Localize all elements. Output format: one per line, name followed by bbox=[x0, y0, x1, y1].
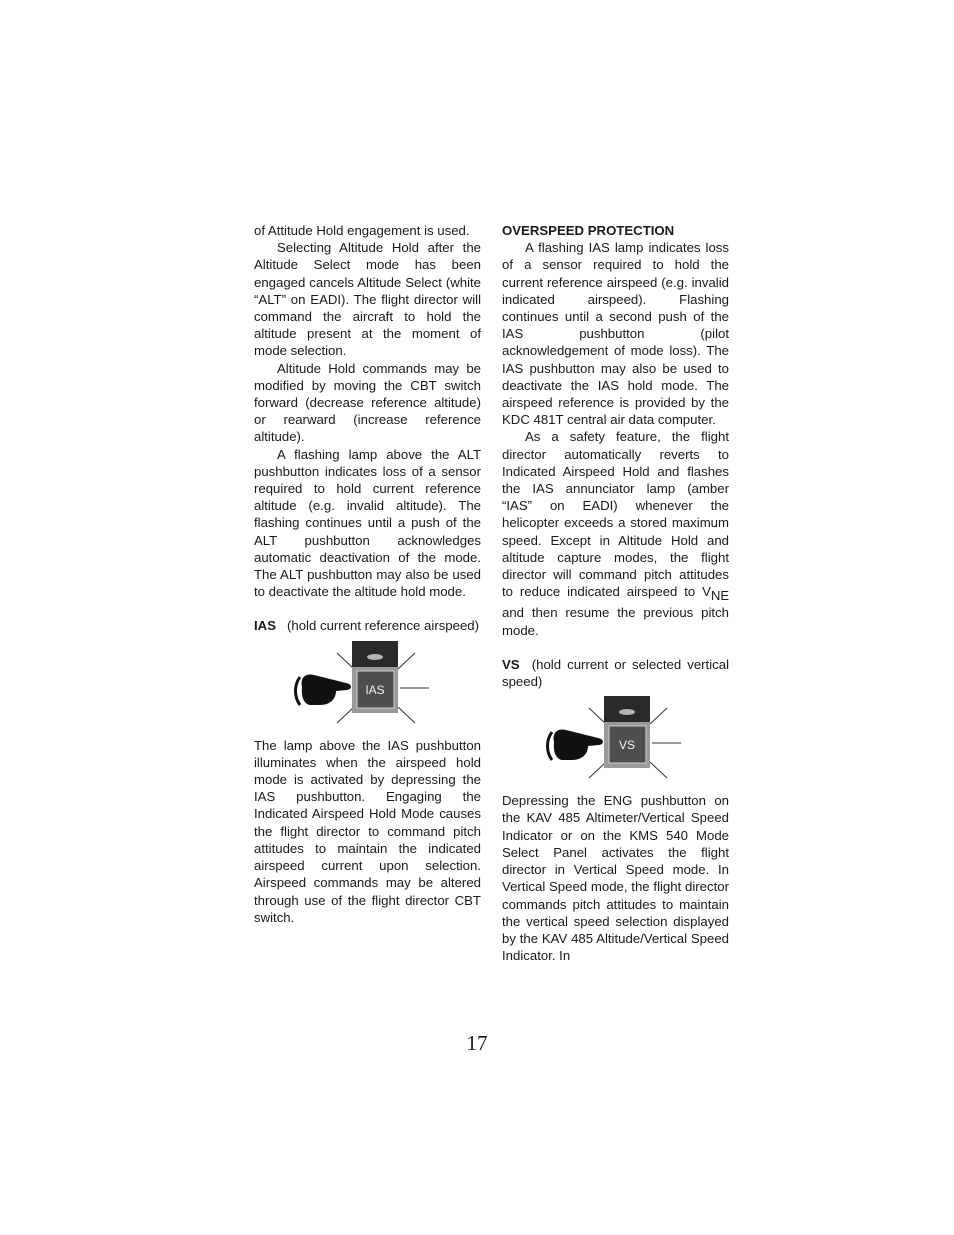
section-heading: OVERSPEED PROTECTION bbox=[502, 223, 675, 238]
vs-section-title bbox=[502, 656, 729, 690]
pointing-hand-icon bbox=[302, 674, 351, 705]
vs-button-text: VS bbox=[618, 738, 636, 753]
ias-description: (hold current reference airspeed) bbox=[286, 618, 480, 634]
ias-button-text: IAS bbox=[365, 682, 385, 697]
ias-label: IAS bbox=[254, 618, 276, 634]
paragraph bbox=[502, 428, 729, 638]
paragraph: Depressing the ENG pushbutton on the KAV 485 Altimeter/Vertical Speed Indicator or on the KMS 540 Mode Select Panel activates the flight director in Vertical Speed mode. In Vertical Speed mode, the flight director commands pitch attitudes to maintain the vertical speed selection displayed by the KAV 485 Altitude/Vertical Speed Indicator. In bbox=[502, 793, 729, 964]
vne-subscript: NE bbox=[710, 588, 729, 604]
paragraph-text-end: and then resume the previous pitch mode. bbox=[502, 605, 729, 638]
page-number: 17 bbox=[466, 1031, 488, 1055]
paragraph-text: As a safety feature, the flight director automatically reverts to Indicated Airspeed Hold and flashes the IAS annunciator lamp (amber “IAS” on EADI) whenever the helicopter exceeds a stored maximum speed. Except in Altitude Hold and altitude capture modes, the flight director will command pitch attitudes to reduce indicated airspeed to V bbox=[502, 429, 729, 600]
right-column bbox=[502, 222, 729, 964]
lamp-icon bbox=[619, 709, 635, 715]
pointing-hand-icon bbox=[554, 730, 603, 761]
paragraph: The lamp above the IAS pushbutton illuminates when the airspeed hold mode is activated by depressing the IAS pushbutton. Engaging the Indicated Airspeed Hold Mode causes the flight director to command pitch attitudes to maintain the indicated airspeed current upon selection. Airspeed commands may be altered through use of the flight director CBT switch. bbox=[254, 737, 481, 925]
vs-pushbutton-diagram bbox=[502, 696, 729, 788]
lamp-icon bbox=[367, 654, 383, 660]
ias-section-title bbox=[254, 617, 481, 634]
left-column bbox=[254, 222, 481, 926]
paragraph: A flashing lamp above the ALT pushbutton indicates loss of a sensor required to hold current reference altitude (e.g. invalid altitude). The flashing continues until a push of the ALT pushbutton acknowledges automatic deactivation of the mode. The ALT pushbutton may also be used to deactivate the altitude hold mode. bbox=[254, 446, 481, 600]
paragraph: A flashing IAS lamp indicates loss of a sensor required to hold the current reference airspeed (e.g. invalid indicated airspeed). Flashing continues until a second push of the IAS pushbutton (pilot acknowledgement of mode loss). The IAS pushbutton may also be used to deactivate the IAS hold mode. The airspeed reference is provided by the KDC 481T central air data computer. bbox=[502, 240, 729, 428]
ias-pushbutton-diagram bbox=[254, 641, 481, 733]
ias-pushbutton-illustration bbox=[254, 641, 481, 737]
paragraph: Selecting Altitude Hold after the Altitude Select mode has been engaged cancels Altitude Select (white “ALT” on EADI). The flight director will command the aircraft to hold the altitude present at the moment of mode selection. bbox=[254, 240, 481, 359]
paragraph: Altitude Hold commands may be modified by moving the CBT switch forward (decrease reference altitude) or rearward (increase reference altitude). bbox=[254, 360, 481, 445]
paragraph: of Attitude Hold engagement is used. bbox=[254, 223, 470, 238]
vs-pushbutton-illustration bbox=[502, 696, 729, 792]
vs-description: (hold current or selected vertical speed) bbox=[502, 656, 729, 690]
vs-label: VS bbox=[502, 656, 520, 672]
